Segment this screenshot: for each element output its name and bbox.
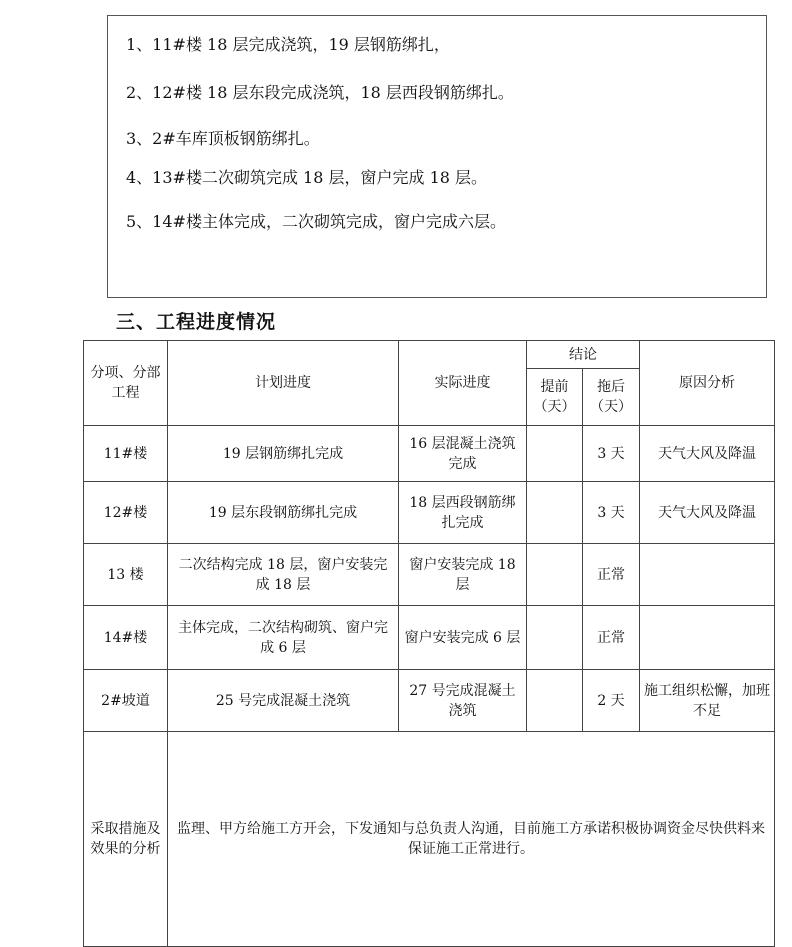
header-reason: 原因分析 xyxy=(640,341,775,426)
row-ahead xyxy=(527,482,583,544)
summary-item-3: 3、2#车库顶板钢筋绑扎。 xyxy=(126,129,320,148)
row-actual: 18 层西段钢筋绑扎完成 xyxy=(399,482,527,544)
row-item: 13 楼 xyxy=(84,544,168,606)
row-reason: 施工组织松懈，加班不足 xyxy=(640,670,775,732)
summary-item-1: 1、11#楼 18 层完成浇筑，19 层钢筋绑扎， xyxy=(126,35,450,54)
measures-text: 监理、甲方给施工方开会，下发通知与总负责人沟通，目前施工方承诺积极协调资金尽快供料来保证施工正常进行。 xyxy=(168,732,775,947)
row-delay: 正常 xyxy=(583,544,640,606)
measures-row xyxy=(84,732,775,947)
section-title: 三、工程进度情况 xyxy=(116,311,277,333)
table-row xyxy=(84,670,775,732)
row-actual: 窗户安装完成 6 层 xyxy=(399,606,527,670)
table-row xyxy=(84,606,775,670)
header-conclusion: 结论 xyxy=(527,341,640,369)
row-item: 11#楼 xyxy=(84,426,168,482)
row-ahead xyxy=(527,670,583,732)
row-delay: 2 天 xyxy=(583,670,640,732)
header-delay: 拖后（天） xyxy=(583,369,640,426)
row-actual: 窗户安装完成 18 层 xyxy=(399,544,527,606)
header-plan: 计划进度 xyxy=(168,341,399,426)
header-item: 分项、分部工程 xyxy=(84,341,168,426)
row-ahead xyxy=(527,606,583,670)
table-header-row xyxy=(84,341,775,369)
row-actual: 27 号完成混凝土浇筑 xyxy=(399,670,527,732)
summary-item-2: 2、12#楼 18 层东段完成浇筑，18 层西段钢筋绑扎。 xyxy=(126,83,514,102)
table-row xyxy=(84,544,775,606)
row-item: 14#楼 xyxy=(84,606,168,670)
row-plan: 二次结构完成 18 层，窗户安装完成 18 层 xyxy=(168,544,399,606)
row-plan: 25 号完成混凝土浇筑 xyxy=(168,670,399,732)
row-reason: 天气大风及降温 xyxy=(640,482,775,544)
summary-item-4: 4、13#楼二次砌筑完成 18 层，窗户完成 18 层。 xyxy=(126,168,488,187)
header-ahead: 提前（天） xyxy=(527,369,583,426)
table-row xyxy=(84,426,775,482)
work-summary-box xyxy=(107,15,767,298)
row-plan: 19 层钢筋绑扎完成 xyxy=(168,426,399,482)
row-item: 12#楼 xyxy=(84,482,168,544)
table-row xyxy=(84,482,775,544)
row-delay: 3 天 xyxy=(583,482,640,544)
progress-table xyxy=(83,340,775,947)
row-plan: 主体完成，二次结构砌筑、窗户完成 6 层 xyxy=(168,606,399,670)
row-reason xyxy=(640,544,775,606)
row-actual: 16 层混凝土浇筑完成 xyxy=(399,426,527,482)
summary-item-5: 5、14#楼主体完成，二次砌筑完成，窗户完成六层。 xyxy=(126,212,506,231)
row-reason xyxy=(640,606,775,670)
row-reason: 天气大风及降温 xyxy=(640,426,775,482)
row-delay: 3 天 xyxy=(583,426,640,482)
row-plan: 19 层东段钢筋绑扎完成 xyxy=(168,482,399,544)
measures-label: 采取措施及效果的分析 xyxy=(84,732,168,947)
row-item: 2#坡道 xyxy=(84,670,168,732)
row-ahead xyxy=(527,544,583,606)
row-ahead xyxy=(527,426,583,482)
header-actual: 实际进度 xyxy=(399,341,527,426)
row-delay: 正常 xyxy=(583,606,640,670)
